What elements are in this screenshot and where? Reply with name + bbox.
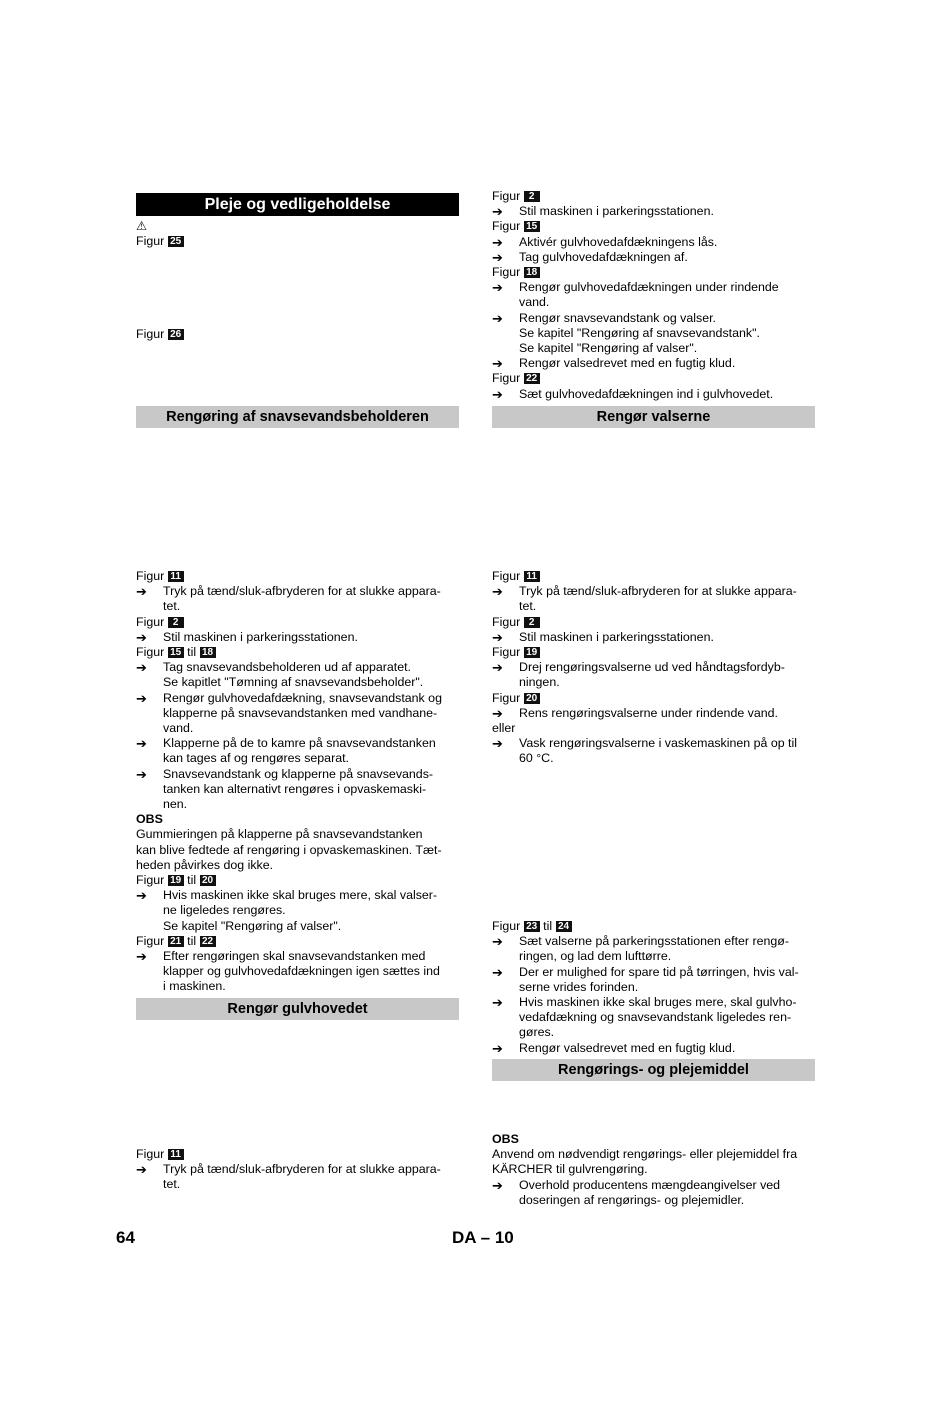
figure-number-badge: 22 [524, 373, 540, 384]
step-item: ➔ Tag gulvhovedafdækningen af. [492, 249, 688, 265]
arrow-icon: ➔ [136, 949, 147, 965]
arrow-icon: ➔ [492, 660, 503, 676]
arrow-icon: ➔ [492, 1177, 503, 1193]
step-item: ➔ Der er mulighed for spare tid på tørringen, hvis val- serne vrides forinden. [492, 964, 799, 994]
figure-ref: Figur 19 [492, 645, 815, 660]
figure-ref: Figur 2 [492, 189, 815, 204]
step-item: ➔ Hvis maskinen ikke skal bruges mere, skal valser- ne ligeledes rengøres. Se kapitel "Rengøring af valser". [136, 888, 438, 933]
warning-icon: ⚠ [136, 219, 148, 233]
figure-number-badge: 22 [200, 936, 216, 947]
step-item: ➔ Snavsevandstank og klapperne på snavsevands- tanken kan alternativt rengøres i opvaskemaski- nen. [136, 766, 434, 812]
step-item: ➔ Klapperne på de to kamre på snavsevandstanken kan tages af og rengøres separat. [136, 736, 436, 766]
arrow-icon: ➔ [492, 964, 503, 980]
arrow-icon: ➔ [492, 629, 503, 645]
step-item: ➔ Overhold producentens mængdeangivelser ved doseringen af rengørings- og plejemidler. [492, 1177, 781, 1207]
arrow-icon: ➔ [136, 629, 147, 645]
figure-number-badge: 20 [524, 693, 540, 704]
figure-number-badge: 19 [168, 875, 184, 886]
gulvhoved-steps [136, 1147, 459, 1193]
section-header-beholder: Rengøring af snavsevandsbeholderen [136, 406, 459, 428]
figure-ref: Figur 22 [492, 371, 815, 386]
step-item: ➔ Tryk på tænd/sluk-afbryderen for at slukke appara- tet. [136, 584, 441, 614]
step-item: ➔ Efter rengøringen skal snavsevandstanken med klapper og gulvhovedafdækningen igen sættes ind i maskinen. [136, 949, 440, 994]
note-title: OBS [136, 812, 163, 827]
figure-ref: Figur 11 [136, 569, 459, 584]
figure-number-badge: 20 [200, 875, 216, 886]
figure-number-badge: 24 [556, 921, 572, 932]
figure-ref: Figur 2 [492, 615, 815, 630]
arrow-icon: ➔ [136, 766, 147, 782]
conjunction-text: eller [492, 721, 516, 736]
arrow-icon: ➔ [492, 386, 503, 402]
figure-number-badge: 2 [524, 617, 540, 628]
step-item: ➔ Hvis maskinen ikke skal bruges mere, skal gulvho- vedafdækning og snavsevandstank ligeledes ren- gøres. [492, 995, 797, 1040]
step-item: ➔ Tag snavsevandsbeholderen ud af apparatet. Se kapitlet "Tømning af snavsevandsbeholder". [136, 660, 424, 690]
step-item: ➔ Drej rengøringsvalserne ud ved håndtagsfordyb- ningen. [492, 660, 785, 690]
figure-number-badge: 15 [168, 647, 184, 658]
step-item: ➔ Stil maskinen i parkeringsstationen. [136, 629, 358, 645]
figure-number-badge: 2 [168, 617, 184, 628]
arrow-icon: ➔ [136, 736, 147, 752]
step-item: ➔ Stil maskinen i parkeringsstationen. [492, 629, 714, 645]
figure-number-badge: 18 [524, 267, 540, 278]
arrow-icon: ➔ [492, 280, 503, 296]
arrow-icon: ➔ [492, 356, 503, 372]
figure-ref: Figur 18 [492, 265, 815, 280]
figure-number-badge: 21 [168, 936, 184, 947]
valserne-drying-steps [492, 919, 815, 1056]
arrow-icon: ➔ [492, 995, 503, 1011]
step-item: ➔ Rengør valsedrevet med en fugtig klud. [492, 1040, 736, 1056]
figure-ref: Figur 23 til 24 [492, 919, 815, 934]
note-text: heden påvirkes dog ikke. [136, 857, 274, 872]
figure-ref: Figur 15 [492, 219, 815, 234]
figure-number-badge: 11 [524, 571, 540, 582]
section-header-middel: Rengørings- og plejemiddel [492, 1059, 815, 1081]
note-title: OBS [492, 1132, 519, 1146]
arrow-icon: ➔ [492, 310, 503, 326]
figure-ref: Figur 25 [136, 234, 459, 249]
figure-ref: Figur 11 [492, 569, 815, 584]
figure-number-badge: 2 [524, 191, 540, 202]
arrow-icon: ➔ [492, 584, 503, 600]
step-item: ➔ Rengør valsedrevet med en fugtig klud. [492, 356, 736, 372]
section-header-gulvhoved: Rengør gulvhovedet [136, 998, 459, 1020]
middel-notes [492, 1132, 815, 1208]
arrow-icon: ➔ [492, 705, 503, 721]
valserne-steps [492, 569, 815, 767]
note-text: KÄRCHER til gulvrengøring. [492, 1162, 648, 1177]
step-item: ➔ Tryk på tænd/sluk-afbryderen for at slukke appara- tet. [136, 1162, 441, 1192]
figure-number-badge: 19 [524, 647, 540, 658]
note-text: Gummieringen på klapperne på snavsevandstanken [136, 827, 423, 842]
note-text: Anvend om nødvendigt rengørings- eller plejemiddel fra [492, 1147, 798, 1162]
step-item: ➔ Sæt valserne på parkeringsstationen efter rengø- ringen, og lad dem lufttørre. [492, 934, 789, 964]
step-item: ➔ Stil maskinen i parkeringsstationen. [492, 204, 714, 220]
figure-ref: Figur 15 til 18 [136, 645, 459, 660]
step-item: ➔ Vask rengøringsvalserne i vaskemaskinen på op til 60 °C. [492, 736, 798, 766]
step-item: ➔ Rengør snavsevandstank og valser. Se kapitel "Rengøring af snavsevandstank". Se kapitel "Rengøring af valser". [492, 310, 760, 356]
figure-number-badge: 26 [168, 329, 184, 340]
arrow-icon: ➔ [492, 1040, 503, 1056]
arrow-icon: ➔ [492, 249, 503, 265]
arrow-icon: ➔ [136, 690, 147, 706]
note-text: kan blive fedtede af rengøring i opvaskemaskinen. Tæt- [136, 842, 442, 857]
figure-ref: Figur 20 [492, 691, 815, 706]
step-item: ➔ Rengør gulvhovedafdækning, snavsevandstank og klapperne på snavsevandstanken med vandhane- vand. [136, 690, 442, 736]
section-code: DA – 10 [452, 1228, 514, 1247]
step-item: ➔ Aktivér gulvhovedafdækningens lås. [492, 234, 718, 250]
figure-ref: Figur 21 til 22 [136, 934, 459, 949]
arrow-icon: ➔ [492, 934, 503, 950]
arrow-icon: ➔ [136, 584, 147, 600]
figure-number-badge: 11 [168, 1149, 184, 1160]
arrow-icon: ➔ [136, 888, 147, 904]
figure-number-badge: 25 [168, 236, 184, 247]
step-item: ➔ Rengør gulvhovedafdækningen under rindende vand. [492, 280, 779, 310]
figure-number-badge: 15 [524, 221, 540, 232]
figure-number-badge: 23 [524, 921, 540, 932]
arrow-icon: ➔ [492, 736, 503, 752]
arrow-icon: ➔ [492, 204, 503, 220]
arrow-icon: ➔ [492, 234, 503, 250]
beholder-steps [136, 569, 459, 995]
arrow-icon: ➔ [136, 1162, 147, 1178]
section-header-valserne: Rengør valserne [492, 406, 815, 428]
step-item: ➔ Rens rengøringsvalserne under rindende vand. [492, 705, 778, 721]
section-title-pleje: Pleje og vedligeholdelse [136, 193, 459, 216]
gulvhoved-continued-steps [492, 189, 815, 402]
arrow-icon: ➔ [136, 660, 147, 676]
figure-number-badge: 11 [168, 571, 184, 582]
figure-ref: Figur 2 [136, 615, 459, 630]
step-item: ➔ Tryk på tænd/sluk-afbryderen for at slukke appara- tet. [492, 584, 797, 614]
page-number: 64 [116, 1228, 135, 1247]
figure-ref: Figur 19 til 20 [136, 873, 459, 888]
figure-ref: Figur 26 [136, 327, 459, 342]
step-item: ➔ Sæt gulvhovedafdækningen ind i gulvhovedet. [492, 386, 774, 402]
figure-number-badge: 18 [200, 647, 216, 658]
figure-ref: Figur 11 [136, 1147, 459, 1162]
